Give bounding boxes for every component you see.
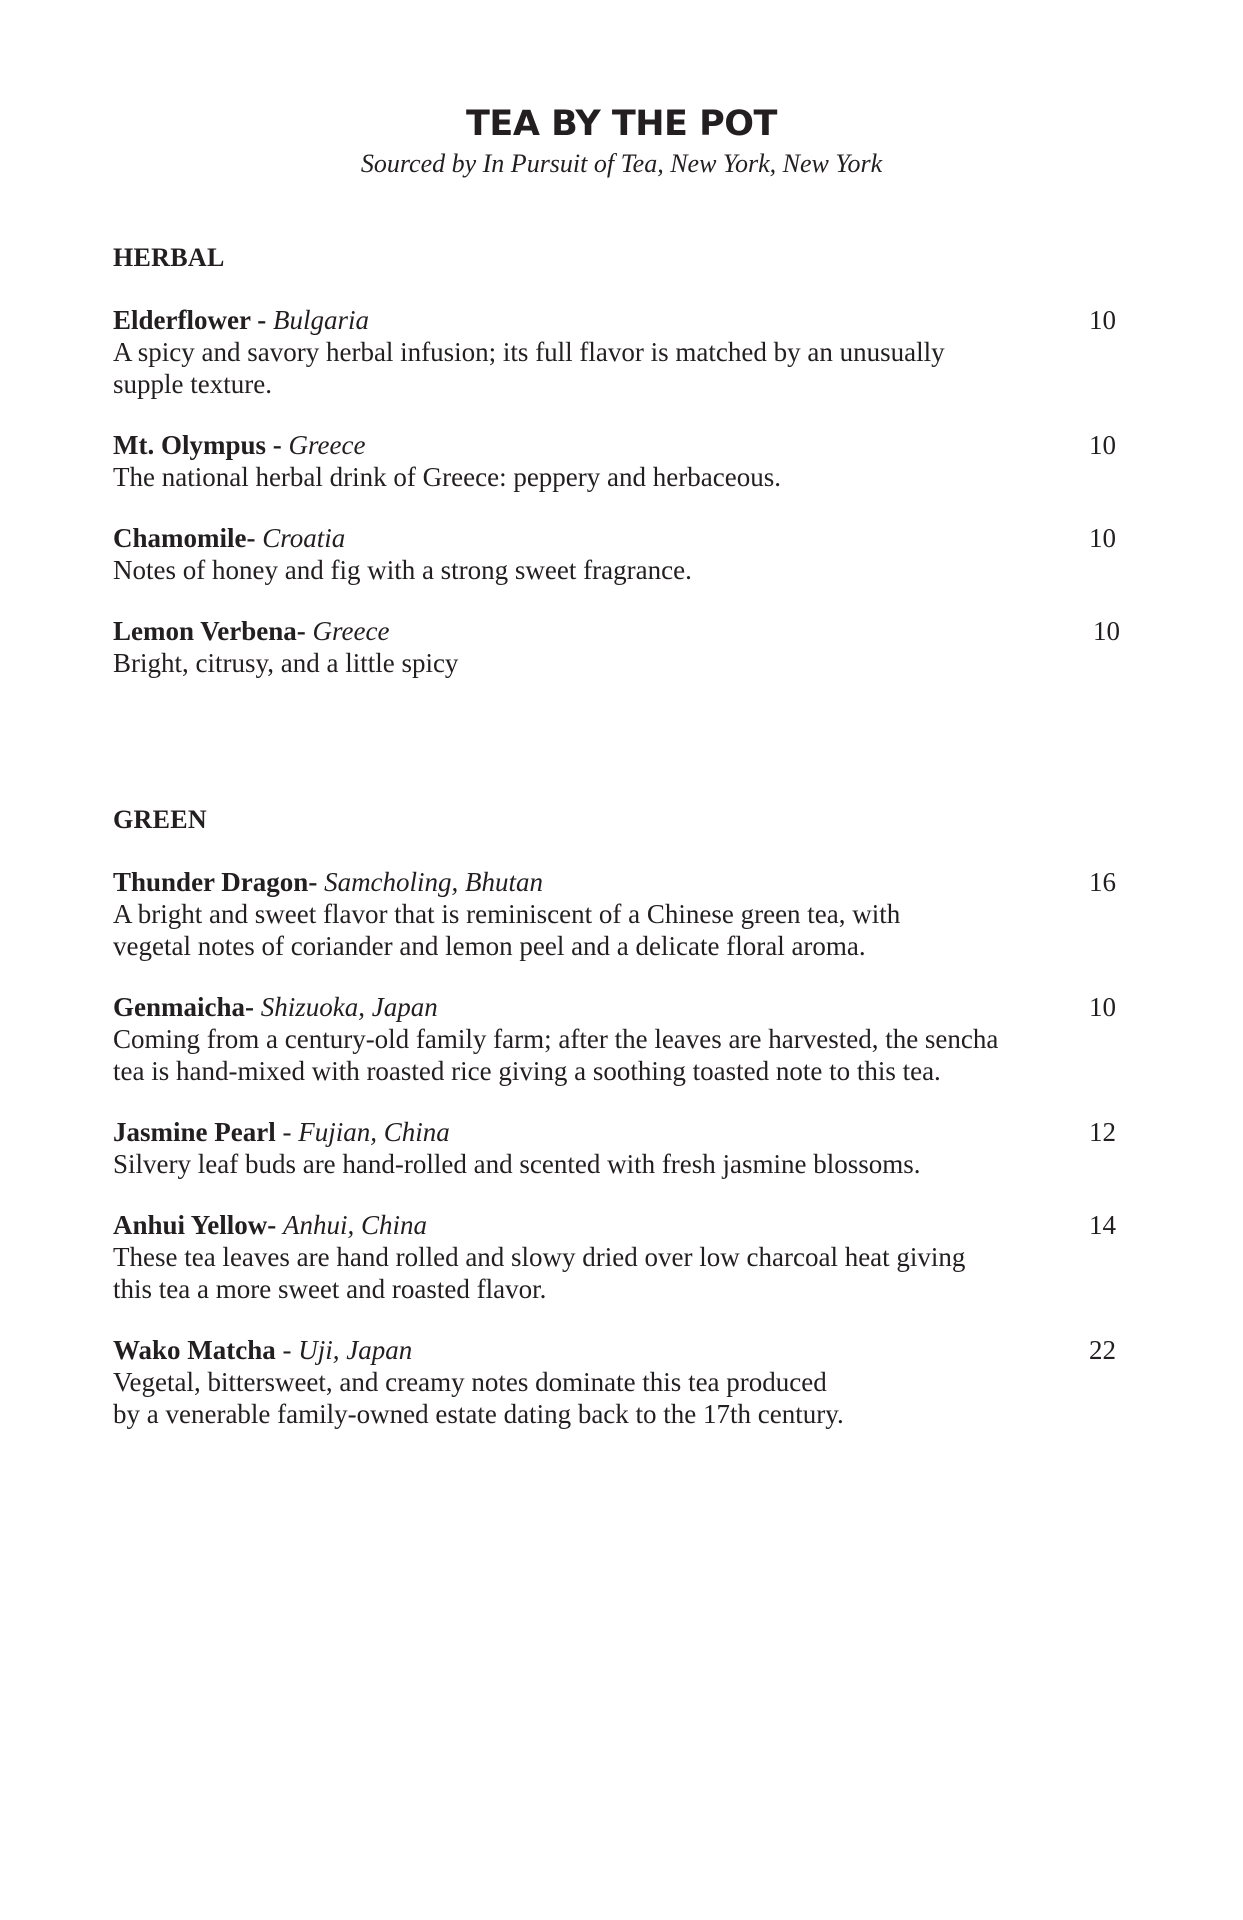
menu-item-anhui-yellow [113,1209,1123,1305]
page-subtitle: Sourced by In Pursuit of Tea, New York, New York [360,149,883,178]
item-description: A spicy and savory herbal infusion; its full flavor is matched by an unusually [113,337,945,367]
item-origin: Greece [288,430,366,460]
item-price: 10 [1089,430,1116,460]
item-separator: - [275,1117,299,1147]
item-description: A bright and sweet flavor that is reminiscent of a Chinese green tea, with [113,899,901,929]
item-description: Silvery leaf buds are hand-rolled and scented with fresh jasmine blossoms. [113,1149,921,1179]
item-description: Vegetal, bittersweet, and creamy notes dominate this tea produced [113,1367,827,1397]
item-name: Genmaicha [113,992,245,1022]
item-origin: Shizuoka, Japan [260,992,438,1022]
item-origin: Uji, Japan [298,1335,413,1365]
menu-item-mt-olympus [113,429,1123,493]
item-description: this tea a more sweet and roasted flavor. [113,1274,547,1304]
item-name: Chamomile [113,523,247,553]
item-separator: - [246,523,263,553]
item-separator: - [267,1210,284,1240]
menu-item-elderflower [113,304,1123,400]
menu-item-wako-matcha [113,1334,1123,1430]
item-origin: Greece [312,616,390,646]
item-price: 16 [1089,867,1116,897]
item-name: Elderflower [113,305,251,335]
item-description: Bright, citrusy, and a little spicy [113,648,459,678]
section-heading-herbal: HERBAL [113,243,225,272]
item-description: tea is hand-mixed with roasted rice giving a soothing toasted note to this tea. [113,1056,941,1086]
item-price: 10 [1089,992,1116,1022]
item-separator: - [250,305,273,335]
item-name: Thunder Dragon [113,867,309,897]
item-description: The national herbal drink of Greece: peppery and herbaceous. [113,462,781,492]
item-separator: - [275,1335,299,1365]
menu-item-jasmine-pearl [113,1116,1123,1180]
item-name: Wako Matcha [113,1335,276,1365]
menu-item-thunder-dragon [113,866,1123,962]
item-description: Coming from a century-old family farm; after the leaves are harvested, the sencha [113,1024,999,1054]
item-origin: Croatia [262,523,346,553]
item-name: Mt. Olympus [113,430,267,460]
item-origin: Fujian, China [298,1117,450,1147]
item-separator: - [266,430,289,460]
item-description: by a venerable family-owned estate dating back to the 17th century. [113,1399,844,1429]
menu-item-genmaicha [113,991,1123,1087]
item-price: 10 [1089,523,1116,553]
item-description: supple texture. [113,369,272,399]
menu-item-lemon-verbena [113,615,1123,679]
item-price: 12 [1089,1117,1116,1147]
item-price: 22 [1089,1335,1116,1365]
menu-item-chamomile [113,522,1123,586]
item-separator: - [296,616,313,646]
item-description: vegetal notes of coriander and lemon peel and a delicate floral aroma. [113,931,866,961]
item-price: 10 [1089,305,1116,335]
page-title: TEA BY THE POT [466,104,777,144]
item-origin: Anhui, China [283,1210,428,1240]
item-name: Anhui Yellow [113,1210,268,1240]
section-heading-green: GREEN [113,805,207,834]
item-separator: - [245,992,261,1022]
item-origin: Bulgaria [272,305,369,335]
item-price: 14 [1089,1210,1116,1240]
item-name: Jasmine Pearl [113,1117,276,1147]
item-description: These tea leaves are hand rolled and slowy dried over low charcoal heat giving [113,1242,966,1272]
item-price: 10 [1093,616,1120,646]
item-separator: - [308,867,325,897]
item-description: Notes of honey and fig with a strong sweet fragrance. [113,555,692,585]
item-origin: Samcholing, Bhutan [324,867,544,897]
item-name: Lemon Verbena [113,616,297,646]
